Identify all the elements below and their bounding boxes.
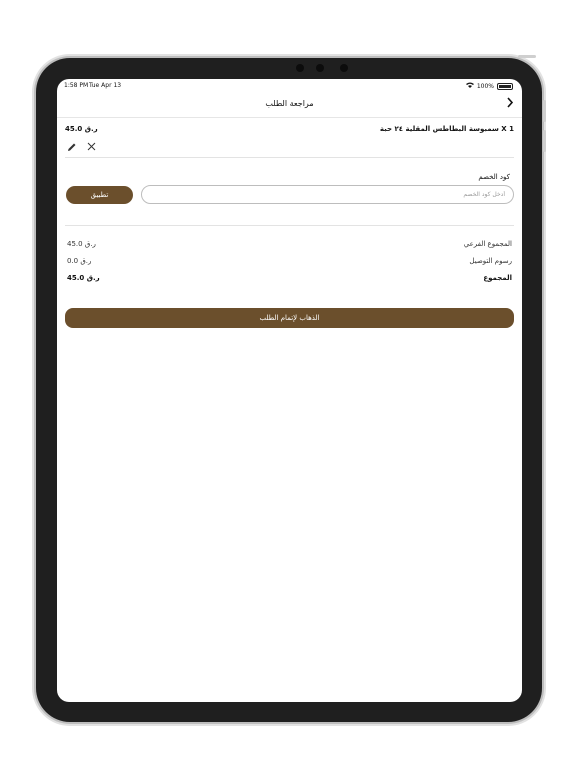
status-time: 1:58 PM <box>64 82 89 89</box>
subtotal-row <box>67 240 512 250</box>
battery-percent: 100% <box>476 82 494 90</box>
wifi-icon <box>466 82 474 90</box>
item-actions <box>67 142 96 155</box>
power-button <box>518 55 536 58</box>
volume-button <box>543 130 546 152</box>
status-indicators <box>466 82 513 90</box>
total-value: 45.0 ر.ق <box>67 274 100 282</box>
divider <box>65 225 514 226</box>
status-bar <box>57 79 522 93</box>
item-price: 45.0 ر.ق <box>65 125 98 133</box>
close-icon[interactable] <box>87 142 96 155</box>
delivery-fee-row <box>67 257 512 267</box>
total-row <box>67 274 512 284</box>
sensor-dot <box>296 64 304 72</box>
camera-bar <box>282 63 362 73</box>
subtotal-label: المجموع الفرعي <box>463 240 512 248</box>
divider <box>65 157 514 158</box>
navigation-bar <box>57 93 522 118</box>
pencil-icon[interactable] <box>67 142 77 155</box>
back-chevron-icon[interactable] <box>506 97 514 111</box>
checkout-button[interactable]: الذهاب لإتمام الطلب <box>65 308 514 328</box>
delivery-fee-value: 0.0 ر.ق <box>67 257 92 265</box>
battery-icon <box>497 83 513 90</box>
delivery-fee-label: رسوم التوصيل <box>469 257 512 265</box>
discount-label: كود الخصم <box>478 173 510 181</box>
total-label: المجموع <box>483 274 512 282</box>
status-date: Tue Apr 13 <box>89 82 122 89</box>
app-screen <box>57 79 522 702</box>
camera-dot <box>316 64 324 72</box>
volume-button <box>543 100 546 122</box>
order-item-row <box>65 125 514 137</box>
sensor-dot <box>340 64 348 72</box>
item-name: 1 X سمبوسة البطاطس المقلية ٢٤ حبة <box>379 125 514 133</box>
apply-discount-button[interactable]: تطبيق <box>66 186 133 204</box>
subtotal-value: 45.0 ر.ق <box>67 240 96 248</box>
page-title: مراجعة الطلب <box>265 99 314 108</box>
discount-code-input[interactable] <box>141 185 514 204</box>
